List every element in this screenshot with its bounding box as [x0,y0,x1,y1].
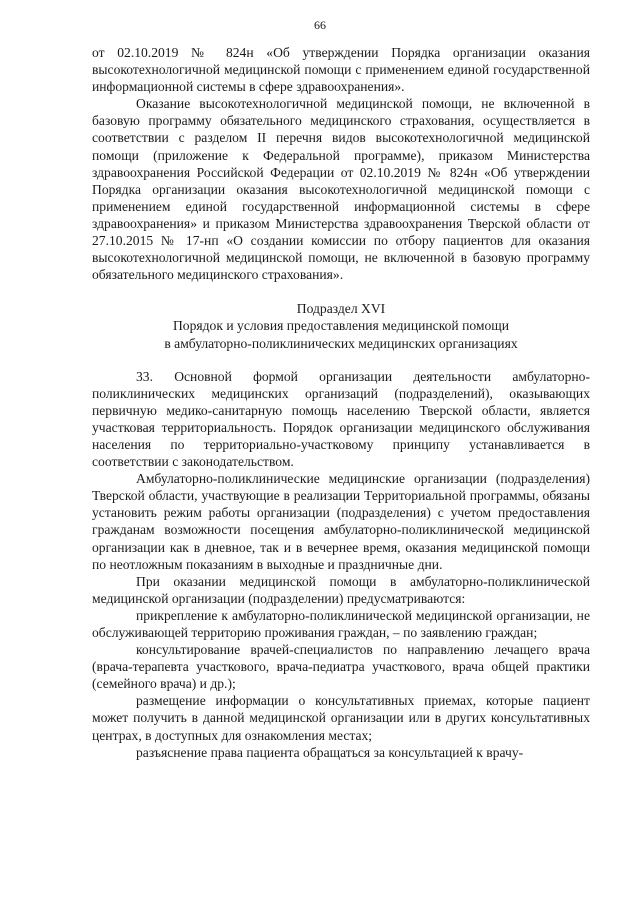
spacer [92,283,590,300]
subsection-heading-line1: Порядок и условия предоставления медицинской помощи [172,318,510,334]
list-item-attachment: прикрепление к амбулаторно-поликлинической медицинской организации, не обслуживающей территорию проживания граждан, – по заявлению граждан; [92,607,590,640]
spacer [92,352,590,368]
list-item-consultation: консультирование врачей-специалистов по направлению лечащего врача (врача-терапевта участкового, врача-педиатра участкового, врача общей практики (семейного врача) и др.); [92,642,590,692]
paragraph-continuation: от 02.10.2019 № 824н «Об утверждении Порядка организации оказания высокотехнологичной медицинской помощи с применением единой государственной информационной системы в сфере здравоохранения». [92,45,590,95]
subsection-heading-line2: в амбулаторно-поликлинических медицинских организациях [164,335,518,351]
paragraph-work-schedule: Амбулаторно-поликлинические медицинские организации (подразделения) Тверской области, участвующие в реализации Территориальной программы, обязаны установить режим работы организации (подразделения) с учетом предоставления гражданам возможности посещения амбулаторно-поликлинической медицинской организации как в дневное, так и в вечернее время, оказания медицинской помощи по неотложным показаниям в выходные и праздничные дни. [92,471,590,572]
paragraph-vmp: Оказание высокотехнологичной медицинской помощи, не включенной в базовую программу обязательного медицинского страхования, осуществляется в соответствии с разделом II перечня видов высокотехнологичной медицинской помощи (приложение к Федеральной программе), приказом Министерства здравоохранения Российской Федерации от 02.10.2019 № 824н «Об утверждении Порядка организации оказания высокотехнологичной медицинской помощи с применением единой государственной информационной системы в сфере здравоохранения» и приказом Министерства здравоохранения Тверской области от 27.10.2015 № 17-нп «О создании комиссии по отбору пациентов для оказания высокотехнологичной медицинской помощи, не включенной в базовую программу обязательного медицинского страхования». [92,96,590,283]
subsection-title: Подраздел XVI [296,301,386,317]
paragraph-provisions-intro: При оказании медицинской помощи в амбулаторно-поликлинической медицинской организации (подразделении) предусматриваются: [92,573,590,606]
page-number: 66 [314,18,326,32]
list-item-explanation: разъяснение права пациента обращаться за консультацией к врачу- [136,744,524,760]
document-body [92,44,590,761]
paragraph-33: 33. Основной формой организации деятельности амбулаторно-поликлинических медицинских организаций (подразделений), оказывающих первичную медико-санитарную помощь населению Тверской области, является участковая территориальность. Порядок организации медицинского обслуживания населения по территориально-участковому принципу устанавливается в соответствии с законодательством. [92,368,590,470]
list-item-info-placement: размещение информации о консультативных приемах, которые пациент может получить в данной медицинской организации или в других консультативных центрах, в доступных для ознакомления местах; [92,693,590,743]
